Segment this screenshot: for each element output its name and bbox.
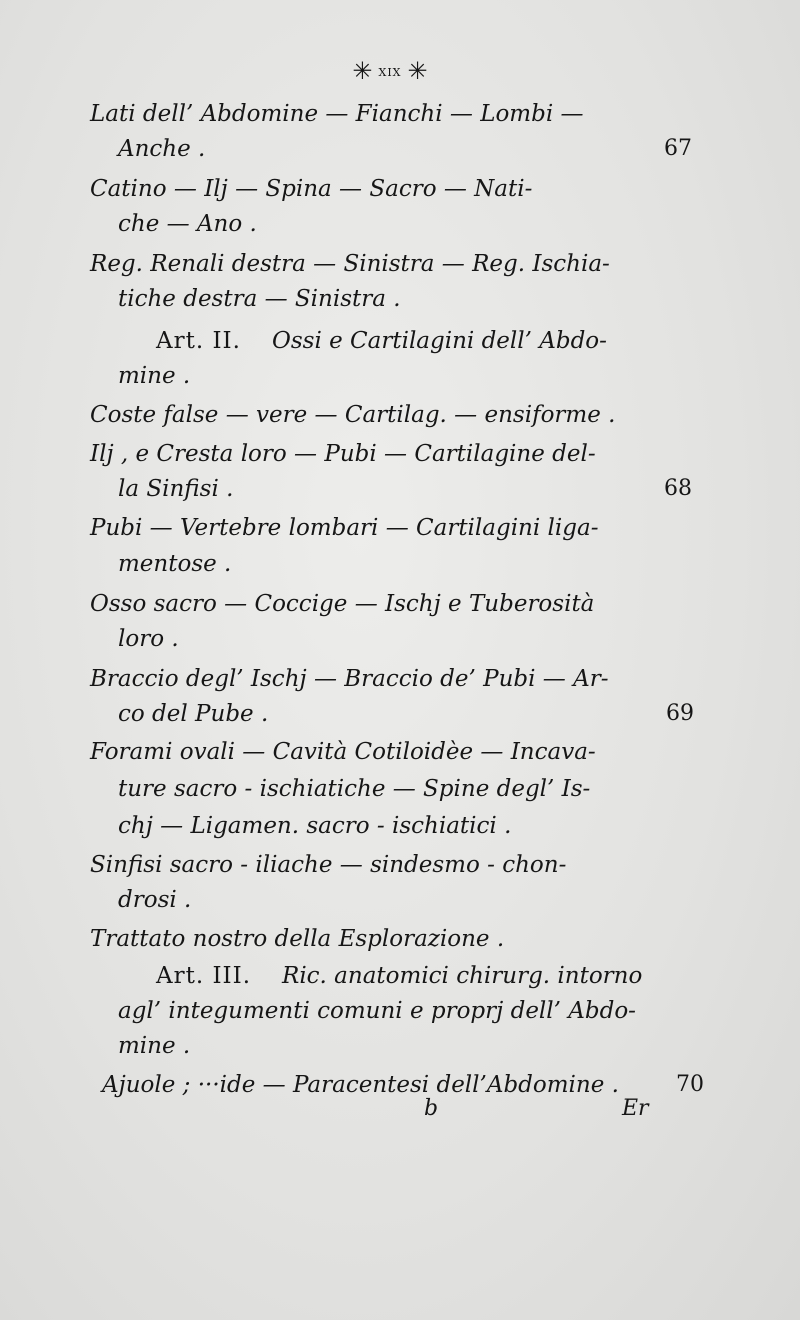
toc-text: co del Pube . bbox=[118, 701, 269, 727]
page-number-roman: xix bbox=[378, 62, 402, 80]
toc-line bbox=[0, 171, 800, 207]
toc-line bbox=[0, 661, 800, 697]
toc-line bbox=[0, 921, 800, 957]
toc-text: Ric. anatomici chirurg. intorno bbox=[282, 963, 643, 989]
toc-line bbox=[0, 1028, 800, 1064]
toc-text: Ilj , e Cresta loro — Pubi — Cartilagine del- bbox=[90, 441, 596, 467]
toc-line bbox=[0, 993, 800, 1029]
toc-text: Coste false — vere — Cartilag. — ensiforme . bbox=[90, 402, 616, 428]
toc-line bbox=[0, 696, 800, 732]
toc-line bbox=[0, 734, 800, 770]
toc-text: mine . bbox=[118, 1033, 191, 1059]
toc-line bbox=[0, 510, 800, 546]
toc-line bbox=[0, 96, 800, 132]
toc-text: mentose . bbox=[118, 551, 232, 577]
toc-line bbox=[0, 621, 800, 657]
toc-line bbox=[0, 131, 800, 167]
toc-line bbox=[0, 771, 800, 807]
toc-line bbox=[0, 358, 800, 394]
toc-line bbox=[0, 397, 800, 433]
toc-line bbox=[0, 847, 800, 883]
toc-text: Osso sacro — Coccige — Ischj e Tuberosità bbox=[90, 591, 595, 617]
toc-text: Ossi e Cartilagini dell’ Abdo- bbox=[272, 328, 607, 354]
toc-page-ref: 67 bbox=[664, 136, 692, 161]
toc-line bbox=[0, 246, 800, 282]
toc-text: chj — Ligamen. sacro - ischiatici . bbox=[118, 813, 512, 839]
page-footer bbox=[0, 1096, 800, 1136]
toc-line bbox=[0, 958, 800, 994]
toc-line bbox=[0, 586, 800, 622]
toc-text: mine . bbox=[118, 363, 191, 389]
toc-text: tiche destra — Sinistra . bbox=[118, 286, 401, 312]
toc-line bbox=[0, 808, 800, 844]
toc-line bbox=[0, 882, 800, 918]
ornament-left-icon: ✳ bbox=[352, 57, 373, 85]
article-label: Art. III. bbox=[156, 963, 252, 989]
toc-text: la Sinfisi . bbox=[118, 476, 234, 502]
toc-line bbox=[0, 546, 800, 582]
toc-text: agl’ integumenti comuni e proprj dell’ Abdo- bbox=[118, 998, 636, 1024]
toc-text: Braccio degl’ Ischj — Braccio de’ Pubi — Ar- bbox=[90, 666, 609, 692]
toc-page-ref: 70 bbox=[676, 1072, 704, 1097]
toc-text: ture sacro - ischiatiche — Spine degl’ Is- bbox=[118, 776, 591, 802]
toc-line bbox=[0, 281, 800, 317]
toc-text: Catino — Ilj — Spina — Sacro — Nati- bbox=[90, 176, 533, 202]
toc-text: Forami ovali — Cavità Cotiloidèe — Incava- bbox=[90, 739, 596, 765]
toc-line bbox=[0, 323, 800, 359]
toc-page-ref: 68 bbox=[664, 476, 692, 501]
toc-text: loro . bbox=[118, 626, 179, 652]
catchword: Er bbox=[622, 1096, 649, 1121]
toc-line bbox=[0, 436, 800, 472]
toc-text: Pubi — Vertebre lombari — Cartilagini liga- bbox=[90, 515, 599, 541]
toc-text: Ajuole ; ···ide — Paracentesi dell’Abdomine . bbox=[102, 1072, 619, 1098]
signature-mark: b bbox=[424, 1096, 439, 1121]
toc-line bbox=[0, 206, 800, 242]
toc-text: che — Ano . bbox=[118, 211, 257, 237]
toc-text: Lati dell’ Abdomine — Fianchi — Lombi — bbox=[90, 101, 584, 127]
toc-text: Reg. Renali destra — Sinistra — Reg. Ischia- bbox=[90, 251, 610, 277]
article-label: Art. II. bbox=[156, 328, 241, 354]
toc-text: drosi . bbox=[118, 887, 192, 913]
toc-page-ref: 69 bbox=[666, 701, 694, 726]
toc-text: Sinfisi sacro - iliache — sindesmo - chon- bbox=[90, 852, 567, 878]
toc-text: Trattato nostro della Esplorazione . bbox=[90, 926, 505, 952]
toc-text: Anche . bbox=[118, 136, 206, 162]
ornament-right-icon: ✳ bbox=[407, 57, 428, 85]
toc-line bbox=[0, 471, 800, 507]
page-header bbox=[330, 56, 450, 86]
